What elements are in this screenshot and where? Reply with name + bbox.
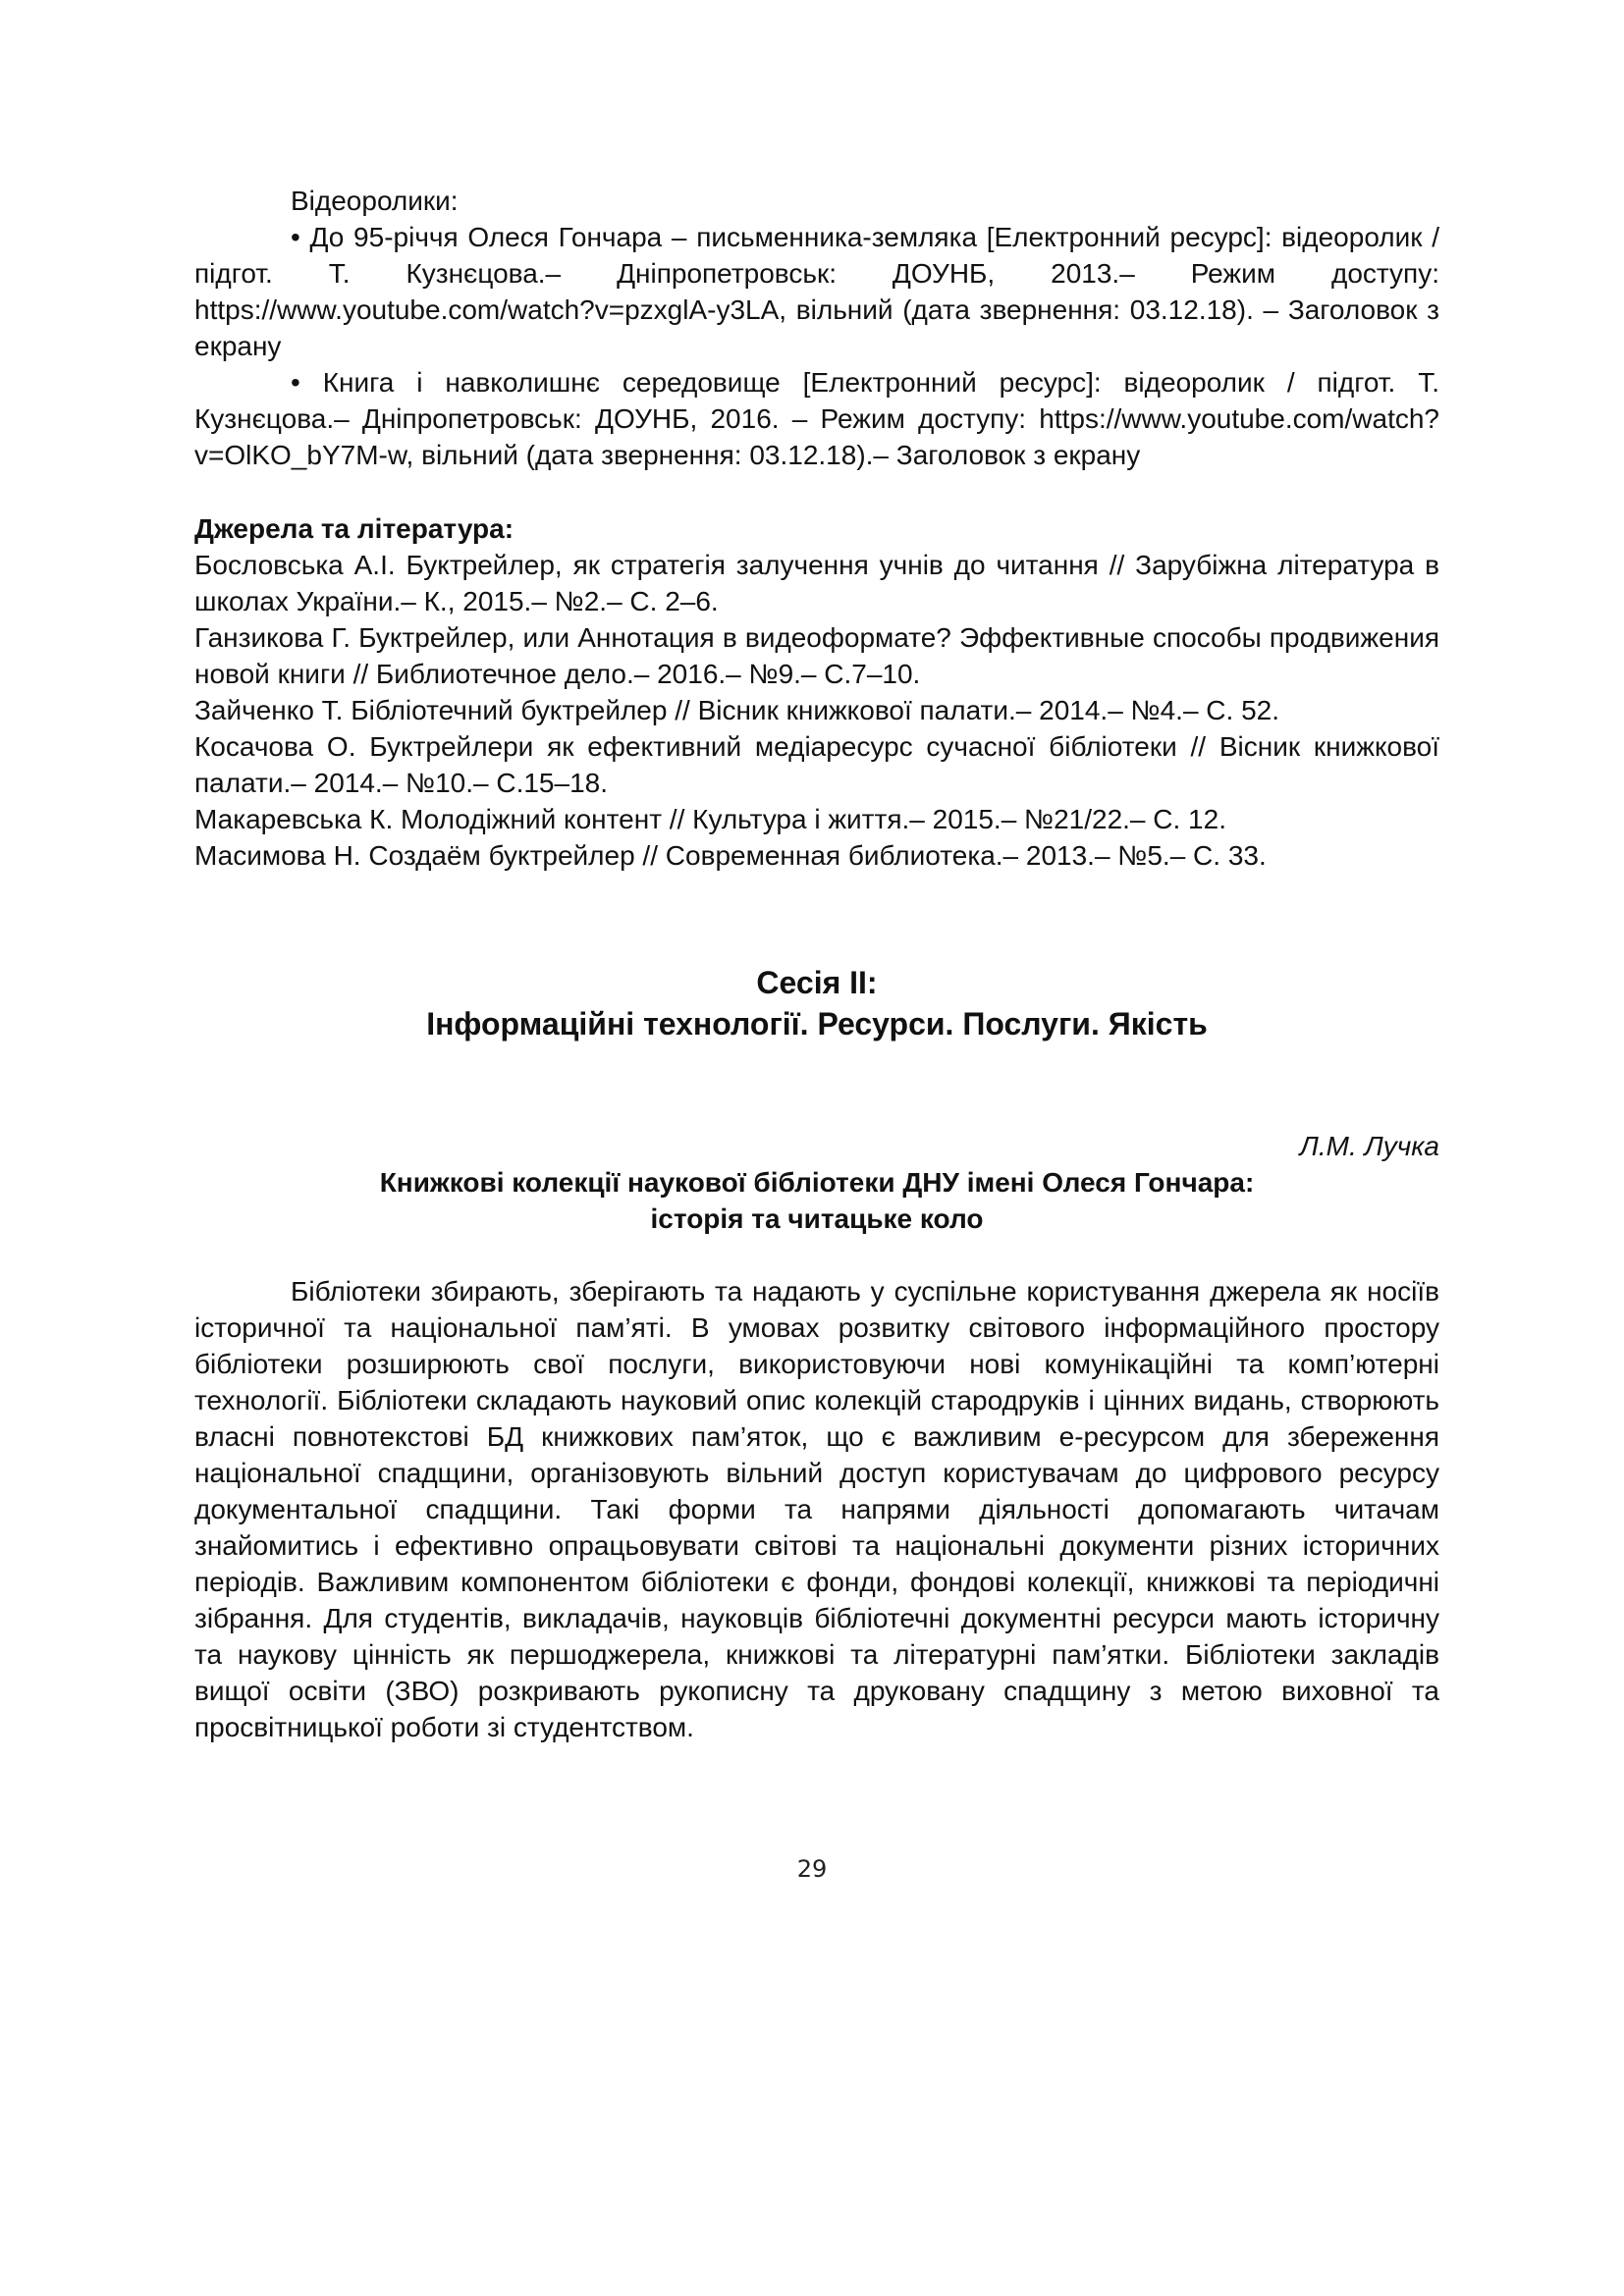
source-item: Ганзикова Г. Буктрейлер, или Аннотация в видеоформате? Эффективные способы продвижения новой книги // Библиотечное дело.– 2016.– №9.– С.7–10. (194, 622, 1439, 689)
sources-heading: Джерела та література: (194, 513, 514, 544)
session-number: Сесія II: (756, 965, 878, 1000)
video-item-1: • До 95-річчя Олеся Гончара – письменника-земляка [Електронний ресурс]: відеоролик / підгот. Т. Кузнєцова.– Дніпропетровськ: ДОУНБ, 2013.– Режим доступу: https://www.youtube.com/watch?v=pzxglA-y3LA, вільний (дата звернення: 03.12.18). – Заголовок з екрану (194, 222, 1439, 361)
source-item: Зайченко Т. Бібліотечний буктрейлер // Вісник книжкової палати.– 2014.– №4.– С. 52. (194, 695, 1280, 725)
sources-list (194, 547, 1439, 874)
session-heading (194, 962, 1439, 1044)
article-paragraph: Бібліотеки збирають, зберігають та надають у суспільне користування джерела як носіїв історичної та національної пам’яті. В умовах розвитку світового інформаційного простору бібліотеки розширюють свої послуги, використовуючи нові комунікаційні та комп’ютерні технології. Бібліотеки складають науковий опис колекцій стародруків і цінних видань, створюють власні повнотекстові БД книжкових пам’яток, що є важливим е-ресурсом для збереження національної спадщини, організовують вільний доступ користувачам до цифрового ресурсу документальної спадщини. Такі форми та напрями діяльності допомагають читачам знайомитись і ефективно опрацьовувати світові та національні документи різних історичних періодів. Важливим компонентом бібліотеки є фонди, фондові колекції, книжкові та періодичні зібрання. Для студентів, викладачів, науковців бібліотечні документні ресурси мають історичну та наукову цінність як першоджерела, книжкові та літературні пам’ятки. Бібліотеки закладів вищої освіти (ЗВО) розкривають рукописну та друковану спадщину з метою виховної та просвітницької роботи зі студентством. (194, 1276, 1439, 1742)
source-item: Косачова О. Буктрейлери як ефективний медіаресурс сучасної бібліотеки // Вісник книжкової палати.– 2014.– №10.– С.15–18. (194, 731, 1439, 798)
video-item-2: • Книга і навколишнє середовище [Електронний ресурс]: відеоролик / підгот. Т. Кузнєцова.– Дніпропетровськ: ДОУНБ, 2016. – Режим доступу: https://www.youtube.com/watch?v=OlKO_bY7M-w, вільний (дата звернення: 03.12.18).– Заголовок з екрану (194, 367, 1439, 470)
session-title: Інформаційні технології. Ресурси. Послуги. Якість (426, 1006, 1208, 1041)
videos-heading: Відеоролики: (291, 186, 459, 216)
source-item: Макаревська К. Молодіжний контент // Культура і життя.– 2015.– №21/22.– С. 12. (194, 804, 1226, 834)
article-author: Л.М. Лучка (1299, 1131, 1439, 1161)
page-number: 29 (796, 1855, 828, 1883)
article-title-line-2: історія та читацьке коло (650, 1203, 984, 1234)
document-page (194, 183, 1439, 1745)
article-title-line-1: Книжкові колекції наукової бібліотеки ДНУ імені Олеся Гончара: (379, 1167, 1255, 1198)
article-body (194, 1273, 1439, 1745)
source-item: Масимова Н. Создаём буктрейлер // Современная библиотека.– 2013.– №5.– С. 33. (194, 840, 1267, 871)
article-title (194, 1164, 1439, 1237)
source-item: Бословська А.І. Буктрейлер, як стратегія залучення учнів до читання // Зарубіжна література в школах України.– К., 2015.– №2.– С. 2–6. (194, 550, 1439, 616)
